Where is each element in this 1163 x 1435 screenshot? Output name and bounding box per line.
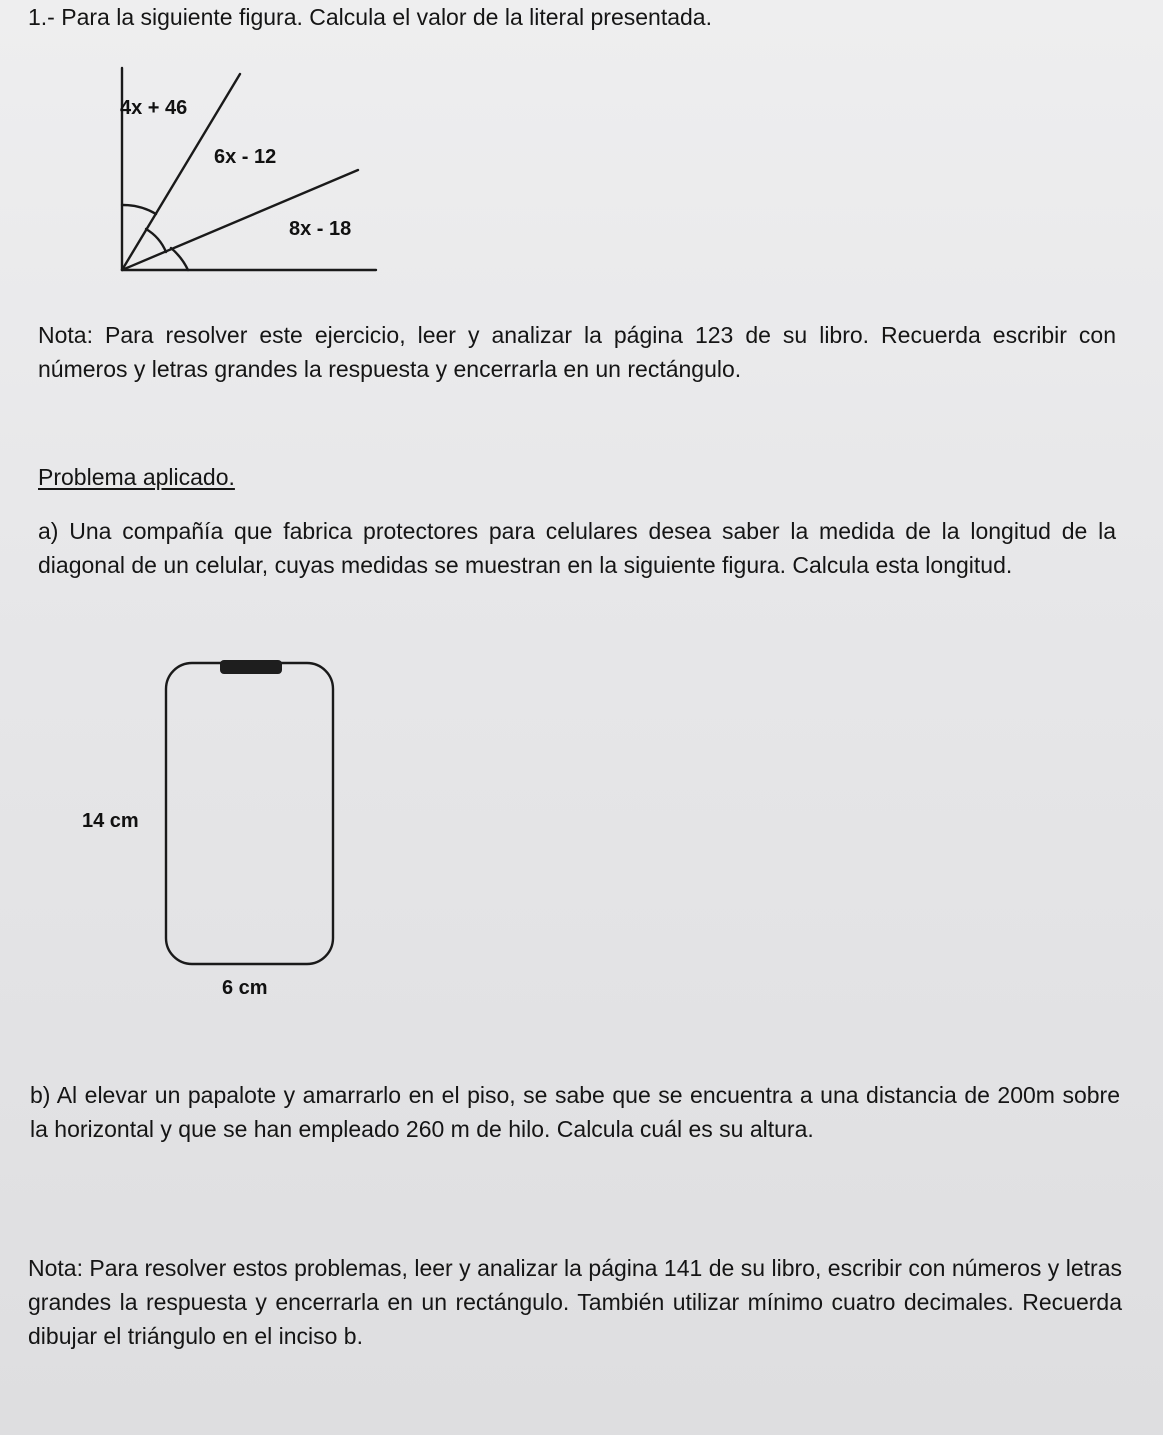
phone-outline	[166, 663, 333, 964]
angle-label-1: 4x + 46	[120, 97, 188, 119]
problem-b-text: b) Al elevar un papalote y amarrarlo en el piso, se sabe que se encuentra a una distancia de 200m sobre la horizontal y que se han empleado 260 m de hilo. Calcula cuál es su altura.	[30, 1082, 1120, 1142]
angle-arc-upper	[122, 205, 156, 214]
applied-problem-title: Problema aplicado.	[38, 464, 235, 490]
note-1-text: Nota: Para resolver este ejercicio, leer y analizar la página 123 de su libro. Recuerda escribir con números y letras grandes la respuesta y encerrarla en un rectángulo.	[38, 322, 1116, 382]
phone-width-label: 6 cm	[222, 977, 268, 999]
angle-arc-lower	[171, 248, 188, 270]
note-2-text: Nota: Para resolver estos problemas, leer y analizar la página 141 de su libro, escribir con números y letras grandes la respuesta y encerrarla en un rectángulo. También utilizar mínimo cuatro decimales. Recuerda dibujar el triángulo en el inciso b.	[28, 1255, 1122, 1349]
applied-problem-heading	[38, 460, 438, 494]
angle-label-3: 8x - 18	[289, 218, 352, 240]
question-1-text: 1.- Para la siguiente figura. Calcula el valor de la literal presentada.	[28, 4, 712, 30]
angle-label-2: 6x - 12	[214, 146, 277, 168]
angle-arc-middle	[146, 229, 166, 252]
phone-height-label: 14 cm	[82, 810, 139, 832]
problem-a-text: a) Una compañía que fabrica protectores para celulares desea saber la medida de la longitud de la diagonal de un celular, cuyas medidas se muestran en la siguiente figura. Calcula esta longitud.	[38, 518, 1116, 578]
phone-notch	[220, 660, 282, 674]
